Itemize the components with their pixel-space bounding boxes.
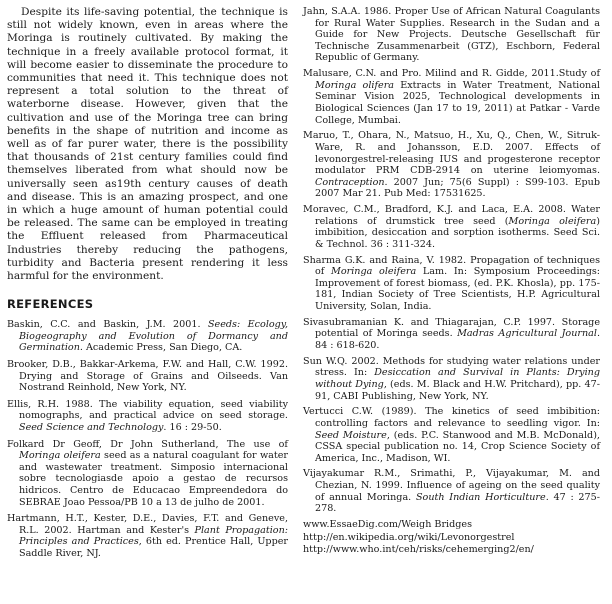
- left-column: [7, 6, 288, 565]
- reference-entry: Malusare, C.N. and Pro. Milind and R. Gidde, 2011.Study of Moringa olifera Extracts in Water Treatment, National Seminar Vision 2025, Technological developments in Biological Sciences (Jan 17 to 19, 2011) at Patkar - Varde College, Mumbai.: [303, 68, 600, 126]
- reference-entry: Vijayakumar R.M., Srimathi, P., Vijayakumar, M. and Chezian, N. 1999. Influence of ageing on the seed quality of annual Moringa. South Indian Horticulture. 47 : 275-278.: [303, 468, 600, 515]
- right-reference-list: [303, 6, 600, 515]
- body-paragraph: Despite its life-saving potential, the technique is still not widely known, even in areas where the Moringa is routinely cultivated. By making the technique in a freely available protocol format, it will become easier to disseminate the procedure to communities that need it. This technique does not represent a total solution to the threat of waterborne disease. However, given that the cultivation and use of the Moringa tree can bring benefits in the shape of nutrition and income as well as of far purer water, there is the possibility that thousands of 21st century families could find themselves liberated from what should now be universally seen as19th century causes of death and disease. This is an amazing prospect, and one in which a huge amount of human potential could be released. The same can be employed in treating the Effluent released from Pharmaceutical Industries thereby reducing the pathogens, turbidity and Bacteria present rendering it less harmful for the environment.: [7, 6, 288, 283]
- reference-entry: Moravec, C.M., Bradford, K.J. and Laca, E.A. 2008. Water relations of drumstick tree seed (Moringa oleifera) imbibition, desiccation and sorption isotherms. Seed Sci. & Technol. 36 : 311-324.: [303, 204, 600, 250]
- reference-entry: Jahn, S.A.A. 1986. Proper Use of African Natural Coagulants for Rural Water Supplies. Research in the Sudan and a Guide for New Projects. Deutsche Gesellschaft für Technische Zusammenarbeit (GTZ), Eschborn, Federal Republic of Germany.: [303, 6, 600, 64]
- reference-entry: Sun W.Q. 2002. Methods for studying water relations under stress. In: Desiccation and Survival in Plants: Drying without Dying, (eds. M. Black and H.W. Pritchard), pp. 47-91, CABI Publishing, New York, NY.: [303, 355, 600, 402]
- reference-entry: Hartmann, H.T., Kester, D.E., Davies, F.T. and Geneve, R.L. 2002. Hartman and Kester's Plant Propagation: Principles and Practices, 6th ed. Prentice Hall, Upper Saddle River, NJ.: [7, 513, 288, 559]
- web-link[interactable]: www.EssaeDig.com/Weigh Bridges: [303, 519, 473, 531]
- reference-entry: Maruo, T., Ohara, N., Matsuo, H., Xu, Q., Chen, W., Sitruk-Ware, R. and Johansson, E.D. 2007. Effects of levonorgestrel-releasing IUS and progesterone receptor modulator PRM CDB-2914 on uterine leiomyomas. Contraception. 2007 Jun; 75(6 Suppl) : S99-103. Epub 2007 Mar 21. Pub Med: 17531625.: [303, 130, 600, 200]
- reference-entry: Sivasubramanian K. and Thiagarajan, C.P. 1997. Storage potential of Moringa seeds. Madras Agricultural Journal. 84 : 618-620.: [303, 316, 600, 351]
- reference-entry: Folkard Dr Geoff, Dr John Sutherland, The use of Moringa oleifera seed as a natural coagulant for water and wastewater treatment. Simposio internacional sobre tecnologiasde apoio a gestao de recursos hidricos. Centro de Educacao Empreendedora do SEBRAE Joao Pessoa/PB 10 a 13 de julho de 2001.: [7, 438, 288, 508]
- web-link[interactable]: http://en.wikipedia.org/wiki/Levonorgestrel: [303, 531, 515, 543]
- references-heading: REFERENCES: [7, 297, 94, 312]
- reference-entry: Vertucci C.W. (1989). The kinetics of seed imbibition: controlling factors and relevance to seedling vigor. In: Seed Moisture, (eds. P.C. Stanwood and M.B. McDonald), CSSA special publication no. 14, Crop Science Society of America, Inc., Madison, WI.: [303, 406, 600, 464]
- reference-entry: Brooker, D.B., Bakkar-Arkema, F.W. and Hall, C.W. 1992. Drying and Storage of Grains and Oilseeds. Van Nostrand Reinhold, New York, NY.: [7, 359, 288, 394]
- left-reference-list: [7, 319, 288, 559]
- web-link[interactable]: http://www.who.int/ceh/risks/cehemerging2/en/: [303, 544, 534, 556]
- right-column: [303, 6, 600, 557]
- reference-entry: Sharma G.K. and Raina, V. 1982. Propagation of techniques of Moringa oleifera Lam. In: Symposium Proceedings: Improvement of forest biomass, (ed. P.K. Khosla), pp. 175-181, Indian Society of Tree Scientists, H.P. Agricultural University, Solan, India.: [303, 254, 600, 312]
- reference-entry: Baskin, C.C. and Baskin, J.M. 2001. Seeds: Ecology, Biogeography and Evolution of Dormancy and Germination. Academic Press, San Diego, CA.: [7, 319, 288, 354]
- web-links: [303, 519, 600, 556]
- reference-entry: Ellis, R.H. 1988. The viability equation, seed viability nomographs, and practical advice on seed storage. Seed Science and Technology. 16 : 29-50.: [7, 398, 288, 434]
